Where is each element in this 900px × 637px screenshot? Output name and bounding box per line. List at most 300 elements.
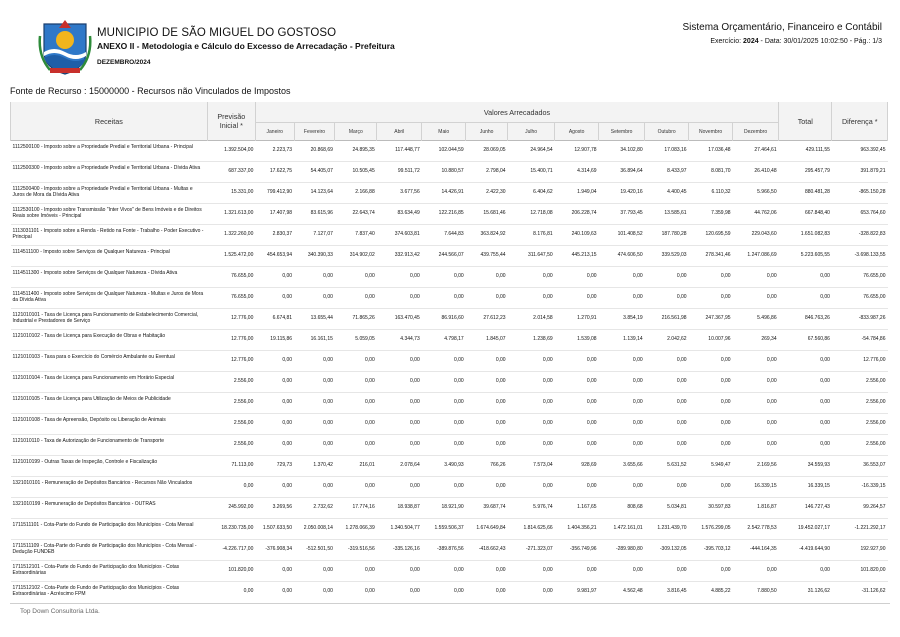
value-cell: 0,00 [599,267,645,288]
value-cell: 0,00 [689,288,733,309]
month-header: Maio [422,123,466,141]
value-cell: 0,00 [377,582,422,603]
value-cell: 101.820,00 [207,561,255,582]
value-cell: 229.043,60 [733,225,779,246]
value-cell: -356.749,96 [555,540,599,561]
value-cell: 5.966,50 [733,183,779,204]
value-cell: 880.481,28 [779,183,832,204]
table-row [11,351,888,372]
value-cell: 1.139,14 [599,330,645,351]
month-header: Novembro [689,123,733,141]
value-cell: 0,00 [555,372,599,393]
month-header: Agosto [555,123,599,141]
value-cell: -418.662,43 [466,540,508,561]
table-row [11,162,888,183]
value-cell: 13.585,61 [645,204,689,225]
value-cell: 1.167,65 [555,498,599,519]
value-cell: 0,00 [689,414,733,435]
value-cell: 729,73 [255,456,294,477]
value-cell: -3.698.133,55 [832,246,888,267]
value-cell: 0,00 [689,435,733,456]
value-cell: 0,00 [555,267,599,288]
receita-description: 1121010103 - Taxa para o Exercício do Comércio Ambulante ou Eventual [11,351,208,372]
value-cell: 0,00 [377,561,422,582]
value-cell: 7.127,07 [294,225,335,246]
value-cell: 0,00 [599,393,645,414]
value-cell: 67.560,86 [779,330,832,351]
value-cell: 846.763,26 [779,309,832,330]
value-cell: 0,00 [508,435,555,456]
value-cell: 10.880,57 [422,162,466,183]
value-cell: 653.764,60 [832,204,888,225]
value-cell: 2.556,00 [207,414,255,435]
receita-description: 1321010199 - Remuneração de Depósitos Bancários - OUTRAS [11,498,208,519]
table-row [11,393,888,414]
value-cell: 1.949,04 [555,183,599,204]
value-cell: 192.927,90 [832,540,888,561]
value-cell: 1.392.504,00 [207,141,255,162]
value-cell: 0,00 [466,372,508,393]
value-cell: 36.894,64 [599,162,645,183]
value-cell: 2.556,00 [832,372,888,393]
value-cell: 99.264,57 [832,498,888,519]
value-cell: 0,00 [599,477,645,498]
value-cell: 0,00 [733,393,779,414]
value-cell: 12.776,00 [207,330,255,351]
value-cell: 6.404,62 [508,183,555,204]
value-cell: 12.776,00 [207,351,255,372]
table-row [11,288,888,309]
value-cell: 0,00 [335,288,377,309]
table-row [11,582,888,603]
value-cell: 2.556,00 [832,393,888,414]
value-cell: 7.644,83 [422,225,466,246]
value-cell: 146.727,43 [779,498,832,519]
value-cell: 0,00 [335,582,377,603]
value-cell: 332.913,42 [377,246,422,267]
exercicio-label: Exercício: [710,38,742,45]
table-row [11,519,888,540]
value-cell: 122.216,85 [422,204,466,225]
value-cell: 2.732,62 [294,498,335,519]
value-cell: 117.448,77 [377,141,422,162]
value-cell: 14.426,91 [422,183,466,204]
receita-description: 1121010104 - Taxa de Licença para Funcionamento em Horário Especial [11,372,208,393]
value-cell: 0,00 [779,393,832,414]
value-cell: -833.987,26 [832,309,888,330]
value-cell: 71.113,00 [207,456,255,477]
value-cell: 0,00 [779,561,832,582]
month-header: Fevereiro [294,123,335,141]
fonte-de-recurso: Fonte de Recurso : 15000000 - Recursos não Vinculados de Impostos [10,86,291,96]
value-cell: 5.976,74 [508,498,555,519]
value-cell: 0,00 [645,288,689,309]
value-cell: 0,00 [377,414,422,435]
value-cell: 429.111,55 [779,141,832,162]
value-cell: 0,00 [733,435,779,456]
value-cell: 4.400,45 [645,183,689,204]
value-cell: 34.102,80 [599,141,645,162]
value-cell: 24.895,35 [335,141,377,162]
value-cell: 0,00 [733,561,779,582]
value-cell: 0,00 [255,267,294,288]
table-row [11,561,888,582]
value-cell: 1.231.439,70 [645,519,689,540]
value-cell: 0,00 [422,351,466,372]
value-cell: 16.161,15 [294,330,335,351]
value-cell: 0,00 [733,267,779,288]
value-cell: 16.339,15 [779,477,832,498]
value-cell: 1.674.649,84 [466,519,508,540]
value-cell: 7.837,40 [335,225,377,246]
value-cell: 1.539,08 [555,330,599,351]
value-cell: 216.561,98 [645,309,689,330]
value-cell: -865.150,28 [832,183,888,204]
value-cell: 3.655,66 [599,456,645,477]
value-cell: 0,00 [294,435,335,456]
value-cell: 3.854,19 [599,309,645,330]
value-cell: -319.516,56 [335,540,377,561]
value-cell: 0,00 [466,393,508,414]
value-cell: 0,00 [255,393,294,414]
value-cell: 22.643,74 [335,204,377,225]
value-cell: -512.501,50 [294,540,335,561]
value-cell: 0,00 [645,414,689,435]
value-cell: 0,00 [599,414,645,435]
value-cell: 2.542.778,53 [733,519,779,540]
value-cell: -309.132,05 [645,540,689,561]
table-header [11,102,888,141]
table-row [11,330,888,351]
value-cell: 20.868,69 [294,141,335,162]
municipality-name: MUNICIPIO DE SÃO MIGUEL DO GOSTOSO [97,27,337,39]
value-cell: 19.420,16 [599,183,645,204]
value-cell: 14.123,64 [294,183,335,204]
value-cell: 6.110,32 [689,183,733,204]
value-cell: -31.126,62 [832,582,888,603]
value-cell: 0,00 [335,393,377,414]
value-cell: -289.980,80 [599,540,645,561]
value-cell: 0,00 [377,372,422,393]
value-cell: 0,00 [508,372,555,393]
value-cell: 5.949,47 [689,456,733,477]
value-cell: 8.176,81 [508,225,555,246]
col-previsao: Previsão Inicial * [207,102,255,141]
value-cell: 28.069,05 [466,141,508,162]
report-meta [710,38,882,45]
value-cell: 0,00 [555,414,599,435]
value-cell: 54.405,07 [294,162,335,183]
value-cell: 31.126,62 [779,582,832,603]
value-cell: 799.412,90 [255,183,294,204]
value-cell: 1.370,42 [294,456,335,477]
value-cell: 10.007,96 [689,330,733,351]
value-cell: 1.238,69 [508,330,555,351]
value-cell: 1.322.260,00 [207,225,255,246]
receita-description: 1711511101 - Cota-Parte do Fundo de Participação dos Municípios - Cota Mensal [11,519,208,540]
value-cell: 6.674,81 [255,309,294,330]
value-cell: -4.226.717,00 [207,540,255,561]
exercicio-value: 2024 [743,38,759,45]
value-cell: 0,00 [377,267,422,288]
value-cell: 0,00 [255,477,294,498]
table-row [11,246,888,267]
value-cell: 27.464,61 [733,141,779,162]
value-cell: 26.410,48 [733,162,779,183]
value-cell: 363.824,92 [466,225,508,246]
value-cell: 1.404.356,21 [555,519,599,540]
value-cell: 0,00 [779,351,832,372]
value-cell: 808,68 [599,498,645,519]
value-cell: 2.042,62 [645,330,689,351]
receita-description: 1121010110 - Taxa de Autorização de Funcionamento de Transporte [11,435,208,456]
value-cell: 0,00 [335,561,377,582]
receita-description: 1121010102 - Taxa de Licença para Execução de Obras e Habitação [11,330,208,351]
receita-description: 1114511100 - Imposto sobre Serviços de Qualquer Natureza - Principal [11,246,208,267]
table-body [11,141,888,603]
value-cell: -4.419.644,90 [779,540,832,561]
value-cell: 0,00 [645,351,689,372]
report-date: 30/01/2025 10:02:50 [783,38,848,45]
value-cell: 1.270,91 [555,309,599,330]
value-cell: 7.880,50 [733,582,779,603]
value-cell: 0,00 [508,414,555,435]
value-cell: -335.126,16 [377,540,422,561]
value-cell: 0,00 [645,435,689,456]
value-cell: 36.553,07 [832,456,888,477]
value-cell: 27.612,23 [466,309,508,330]
page-number: - Pág.: 1/3 [847,38,882,45]
value-cell: 2.830,37 [255,225,294,246]
value-cell: 187.780,28 [645,225,689,246]
value-cell: 0,00 [599,372,645,393]
value-cell: 83.615,96 [294,204,335,225]
data-label: - Data: [758,38,784,45]
value-cell: 8.081,70 [689,162,733,183]
value-cell: 474.606,50 [599,246,645,267]
value-cell: 0,00 [733,351,779,372]
value-cell: 0,00 [508,477,555,498]
receita-description: 1121010101 - Taxa de Licença para Funcionamento de Estabelecimento Comercial, Industrial e Prestadores de Serviço [11,309,208,330]
value-cell: 4.885,22 [689,582,733,603]
value-cell: 2.556,00 [207,435,255,456]
value-cell: 0,00 [207,582,255,603]
system-name: Sistema Orçamentário, Financeiro e Contábil [682,22,882,33]
table-row [11,204,888,225]
value-cell: 1.814.625,66 [508,519,555,540]
value-cell: 0,00 [377,477,422,498]
value-cell: 0,00 [599,561,645,582]
value-cell: 0,00 [294,477,335,498]
value-cell: 18.938,87 [377,498,422,519]
value-cell: 454.653,94 [255,246,294,267]
value-cell: 0,00 [335,477,377,498]
value-cell: 0,00 [422,288,466,309]
value-cell: 0,00 [689,393,733,414]
value-cell: 0,00 [255,372,294,393]
value-cell: 1.525.472,00 [207,246,255,267]
value-cell: 18.230.735,00 [207,519,255,540]
value-cell: 0,00 [466,288,508,309]
value-cell: 278.341,46 [689,246,733,267]
value-cell: 3.816,45 [645,582,689,603]
value-cell: 10.505,45 [335,162,377,183]
value-cell: 2.422,30 [466,183,508,204]
table-row [11,141,888,162]
value-cell: 0,00 [422,435,466,456]
month-header: Março [335,123,377,141]
value-cell: 0,00 [294,582,335,603]
value-cell: 0,00 [689,351,733,372]
value-cell: 963.392,45 [832,141,888,162]
value-cell: 12.907,78 [555,141,599,162]
value-cell: 0,00 [555,393,599,414]
value-cell: 24.964,54 [508,141,555,162]
value-cell: 0,00 [377,288,422,309]
table-row [11,225,888,246]
report-header [0,0,900,80]
value-cell: 374.603,81 [377,225,422,246]
value-cell: 216,01 [335,456,377,477]
value-cell: 4.344,73 [377,330,422,351]
municipal-crest-icon [38,16,92,76]
revenue-table [10,102,888,603]
month-header: Junho [466,123,508,141]
receita-description: 1112530100 - Imposto sobre Transmissão "Inter Vivos" de Bens Imóveis e de Direitos Reais sobre Imóveis - Principal [11,204,208,225]
value-cell: 0,00 [779,267,832,288]
value-cell: 19.452.027,17 [779,519,832,540]
value-cell: 0,00 [422,561,466,582]
value-cell: 1.247.086,69 [733,246,779,267]
table-row [11,435,888,456]
value-cell: 0,00 [422,267,466,288]
value-cell: 766,26 [466,456,508,477]
value-cell: 0,00 [335,351,377,372]
value-cell: 0,00 [294,372,335,393]
value-cell: 0,00 [422,582,466,603]
value-cell: 0,00 [466,561,508,582]
value-cell: 71.865,26 [335,309,377,330]
col-receitas: Receitas [11,102,208,141]
value-cell: 76.655,00 [832,288,888,309]
value-cell: 2.223,73 [255,141,294,162]
value-cell: 0,00 [555,351,599,372]
table-row [11,372,888,393]
value-cell: 0,00 [422,477,466,498]
table-row [11,456,888,477]
value-cell: 0,00 [599,288,645,309]
value-cell: 30.597,83 [689,498,733,519]
value-cell: 0,00 [466,414,508,435]
value-cell: 0,00 [466,267,508,288]
value-cell: 18.921,90 [422,498,466,519]
value-cell: 0,00 [645,267,689,288]
value-cell: 0,00 [466,582,508,603]
value-cell: 0,00 [466,351,508,372]
value-cell: 44.762,06 [733,204,779,225]
value-cell: 17.083,16 [645,141,689,162]
value-cell: 206.228,74 [555,204,599,225]
receita-description: 1711511109 - Cota-Parte do Fundo de Participação dos Municípios - Cota Mensal - Dedução FUNDEB [11,540,208,561]
month-header: Abril [377,123,422,141]
value-cell: 8.433,97 [645,162,689,183]
value-cell: 16.339,15 [733,477,779,498]
value-cell: 39.687,74 [466,498,508,519]
value-cell: 0,00 [645,561,689,582]
value-cell: 4.314,69 [555,162,599,183]
value-cell: 2.556,00 [207,393,255,414]
receita-description: 1114511400 - Imposto sobre Serviços de Qualquer Natureza - Multas e Juros de Mora da Dívida Ativa [11,288,208,309]
value-cell: -54.784,86 [832,330,888,351]
value-cell: 0,00 [733,288,779,309]
value-cell: 269,34 [733,330,779,351]
value-cell: 0,00 [645,477,689,498]
footer-company: Top Down Consultoria Ltda. [20,608,100,615]
value-cell: 439.755,44 [466,246,508,267]
value-cell: 9.981,97 [555,582,599,603]
value-cell: 0,00 [422,372,466,393]
value-cell: 0,00 [555,561,599,582]
value-cell: 0,00 [779,372,832,393]
value-cell: 0,00 [689,561,733,582]
value-cell: 0,00 [508,582,555,603]
value-cell: 311.647,50 [508,246,555,267]
value-cell: 0,00 [508,393,555,414]
value-cell: 15.400,71 [508,162,555,183]
value-cell: 0,00 [422,393,466,414]
value-cell: 1.845,07 [466,330,508,351]
value-cell: 340.390,33 [294,246,335,267]
value-cell: 2.556,00 [832,435,888,456]
receita-description: 1121010199 - Outras Taxas de Inspeção, Controle e Fiscalização [11,456,208,477]
value-cell: 1.816,87 [733,498,779,519]
annex-title: ANEXO II - Metodologia e Cálculo do Excesso de Arrecadação - Prefeitura [97,41,395,51]
value-cell: 2.169,56 [733,456,779,477]
value-cell: -1.221.292,17 [832,519,888,540]
month-header: Dezembro [733,123,779,141]
value-cell: 0,00 [555,288,599,309]
value-cell: 0,00 [335,267,377,288]
value-cell: 0,00 [645,372,689,393]
value-cell: 0,00 [207,477,255,498]
table-row [11,498,888,519]
value-cell: 0,00 [294,351,335,372]
value-cell: 101.820,00 [832,561,888,582]
value-cell: 2.798,04 [466,162,508,183]
value-cell: 7.573,04 [508,456,555,477]
value-cell: 12.776,00 [832,351,888,372]
value-cell: 0,00 [779,414,832,435]
value-cell: -389.876,56 [422,540,466,561]
col-diferenca: Diferença * [832,102,888,141]
col-valores-arrecadados: Valores Arrecadados [255,102,778,123]
table-row [11,309,888,330]
value-cell: 1.651.082,83 [779,225,832,246]
value-cell: 687.337,00 [207,162,255,183]
receita-description: 1113031101 - Imposto sobre a Renda - Retido na Fonte - Trabalho - Poder Executivo - Principal [11,225,208,246]
value-cell: 0,00 [645,393,689,414]
value-cell: 12.718,08 [508,204,555,225]
month-header: Outubro [645,123,689,141]
value-cell: 0,00 [733,372,779,393]
value-cell: 2.078,64 [377,456,422,477]
receita-description: 1711512101 - Cota-Parte do Fundo de Participação dos Municípios - Cotas Extraordinárias [11,561,208,582]
month-header: Julho [508,123,555,141]
value-cell: 12.776,00 [207,309,255,330]
report-period: DEZEMBRO/2024 [97,59,151,66]
receita-description: 1321010101 - Remuneração de Depósitos Bancários - Recursos Não Vinculados [11,477,208,498]
month-header: Setembro [599,123,645,141]
